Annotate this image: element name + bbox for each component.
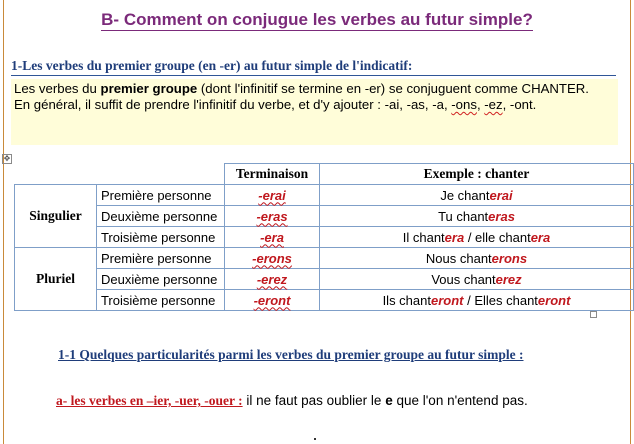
header-terminaison: Terminaison — [225, 164, 320, 185]
ending-cell — [225, 227, 320, 248]
rule-paragraph — [56, 392, 596, 409]
empty-header-cell — [96, 164, 224, 185]
conjugation-table — [14, 163, 634, 311]
example-ending: era — [444, 229, 465, 245]
table-move-handle-icon[interactable]: ✥ — [3, 154, 11, 163]
section-heading: 1-Les verbes du premier groupe (en -er) au futur simple de l'indicatif: — [11, 58, 616, 76]
page-border-left — [3, 0, 4, 444]
intro-line1-bold: premier groupe — [100, 81, 198, 96]
rule-label: a- les verbes en –ier, -uer, -ouer : — [56, 393, 243, 408]
intro-line1-post: (dont l'infinitif se termine en -er) se conjuguent comme CHANTER. — [197, 81, 589, 96]
ending-text: -erez — [256, 271, 288, 287]
example-ending: erai — [489, 187, 513, 203]
table-row — [15, 185, 634, 206]
example-cell — [320, 290, 634, 311]
person-cell: Première personne — [96, 248, 224, 269]
example-stem: Tu chant — [438, 208, 489, 224]
intro-line1-pre: Les verbes du — [14, 81, 101, 96]
table-header-row — [15, 164, 634, 185]
person-cell: Première personne — [96, 185, 224, 206]
person-cell: Deuxième personne — [96, 269, 224, 290]
example-ending: erons — [491, 250, 528, 266]
subsection-number: 1-1 — [58, 347, 76, 362]
subsection-heading — [14, 346, 614, 363]
example-stem-2: / Elles chant — [463, 292, 538, 308]
empty-header-cell — [15, 164, 97, 185]
person-cell: Troisième personne — [96, 227, 224, 248]
header-exemple: Exemple : chanter — [320, 164, 634, 185]
ending-cell — [225, 206, 320, 227]
intro-line2-mid: , — [476, 97, 485, 112]
example-stem: Ils chant — [382, 292, 431, 308]
document-title — [0, 10, 634, 30]
ending-cell — [225, 269, 320, 290]
group-label-singulier: Singulier — [15, 185, 97, 248]
example-cell — [320, 227, 634, 248]
group-label-pluriel: Pluriel — [15, 248, 97, 311]
ending-cell — [225, 290, 320, 311]
table-row — [15, 248, 634, 269]
example-cell — [320, 185, 634, 206]
ending-text: -era — [260, 229, 284, 245]
example-stem: Vous chant — [431, 271, 496, 287]
ending-text: -erons — [252, 250, 292, 266]
intro-ending-ez: -ez — [484, 97, 503, 112]
example-ending: eras — [488, 208, 515, 224]
example-stem: Je chant — [440, 187, 490, 203]
ending-text: -eras — [256, 208, 288, 224]
rule-pre: il ne faut pas oublier le — [242, 393, 386, 408]
person-cell: Troisième personne — [96, 290, 224, 311]
table-row — [15, 269, 634, 290]
person-cell: Deuxième personne — [96, 206, 224, 227]
table-row — [15, 290, 634, 311]
example-stem: Nous chant — [425, 250, 492, 266]
example-ending: erez — [495, 271, 522, 287]
example-stem: Il chant — [402, 229, 445, 245]
ending-text: -eront — [253, 292, 291, 308]
example-ending-2: era — [530, 229, 551, 245]
intro-paragraph — [11, 79, 618, 145]
rule-bold: e — [385, 393, 393, 408]
subsection-text: Quelques particularités parmi les verbes du premier groupe au futur simple : — [76, 347, 524, 362]
example-cell — [320, 269, 634, 290]
intro-ending-ons: -ons — [451, 97, 477, 112]
example-ending-2: eront — [537, 292, 571, 308]
table-row — [15, 206, 634, 227]
rule-post: que l'on n'entend pas. — [392, 393, 528, 408]
example-cell — [320, 248, 634, 269]
example-ending: eront — [430, 292, 464, 308]
ending-text: -erai — [258, 187, 286, 203]
example-stem-2: / elle chant — [464, 229, 531, 245]
stray-mark — [314, 438, 316, 440]
intro-line2-post: , -ont. — [502, 97, 537, 112]
table-resize-handle[interactable] — [590, 311, 597, 318]
document-title-text: B- Comment on conjugue les verbes au futur simple? — [101, 10, 533, 29]
table-row — [15, 227, 634, 248]
intro-line2-pre: En général, il suffit de prendre l'infinitif du verbe, et d'y ajouter : -ai, -as, -a, — [14, 97, 452, 112]
example-cell — [320, 206, 634, 227]
ending-cell — [225, 185, 320, 206]
ending-cell — [225, 248, 320, 269]
